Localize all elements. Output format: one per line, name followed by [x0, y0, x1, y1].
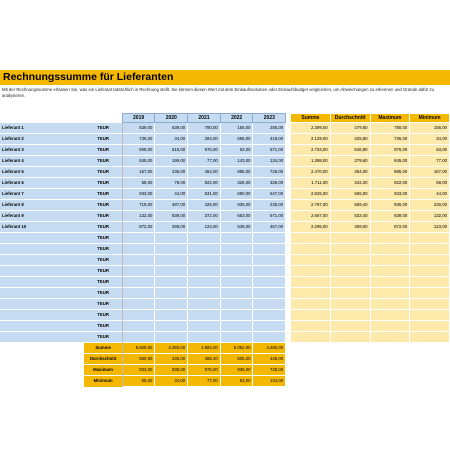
unit-cell[interactable]: TEUR: [84, 277, 122, 288]
supplier-name-cell[interactable]: Lieferant 7: [0, 189, 84, 200]
stat-cell[interactable]: 167,00: [410, 167, 450, 178]
value-cell[interactable]: [253, 277, 286, 288]
unit-cell[interactable]: TEUR: [84, 244, 122, 255]
value-cell[interactable]: [253, 310, 286, 321]
summary-value-cell[interactable]: 728,00: [253, 365, 286, 376]
value-cell[interactable]: 132,00: [122, 211, 155, 222]
value-cell[interactable]: 328,00: [253, 178, 286, 189]
value-cell[interactable]: [253, 288, 286, 299]
summary-label[interactable]: Minimum: [84, 376, 122, 387]
summary-row: [0, 376, 450, 387]
supplier-name-cell[interactable]: [0, 266, 84, 277]
value-cell[interactable]: 608,00: [122, 145, 155, 156]
stat-header[interactable]: Minimum: [410, 114, 450, 123]
stat-cell[interactable]: [370, 255, 410, 266]
stat-cell[interactable]: [291, 244, 331, 255]
stat-cell[interactable]: [410, 310, 450, 321]
stat-cell[interactable]: 845,00: [370, 156, 410, 167]
value-cell[interactable]: 325,00: [220, 178, 253, 189]
value-cell[interactable]: [253, 299, 286, 310]
stat-cell[interactable]: [330, 321, 370, 332]
value-cell[interactable]: 467,00: [253, 222, 286, 233]
summary-row: [0, 343, 450, 354]
summary-value-cell[interactable]: 936,00: [220, 365, 253, 376]
value-cell[interactable]: 63,00: [220, 145, 253, 156]
header-blank: [0, 114, 84, 123]
stat-cell[interactable]: 2.734,00: [291, 145, 331, 156]
stat-cell[interactable]: 1.711,00: [291, 178, 331, 189]
value-cell[interactable]: 167,00: [122, 167, 155, 178]
summary-value-cell[interactable]: 839,00: [155, 365, 188, 376]
value-cell[interactable]: [122, 255, 155, 266]
value-cell[interactable]: 845,00: [122, 156, 155, 167]
stat-cell[interactable]: 58,00: [410, 178, 450, 189]
value-cell[interactable]: 425,00: [188, 200, 221, 211]
empty-row: [0, 244, 450, 255]
year-header[interactable]: 2021: [188, 114, 221, 123]
value-cell[interactable]: [253, 233, 286, 244]
empty-row: [0, 255, 450, 266]
unit-cell[interactable]: TEUR: [84, 156, 122, 167]
summary-value-cell[interactable]: 488,40: [188, 354, 221, 365]
stat-cell[interactable]: [410, 321, 450, 332]
value-cell[interactable]: 288,00: [155, 222, 188, 233]
unit-cell[interactable]: TEUR: [84, 167, 122, 178]
value-cell[interactable]: 419,00: [253, 134, 286, 145]
summary-blank: [0, 376, 84, 387]
stat-cell[interactable]: [410, 288, 450, 299]
stat-cell[interactable]: 479,80: [330, 123, 370, 134]
value-cell[interactable]: 571,00: [253, 145, 286, 156]
unit-cell[interactable]: TEUR: [84, 299, 122, 310]
value-cell[interactable]: [220, 288, 253, 299]
unit-cell[interactable]: TEUR: [84, 211, 122, 222]
stat-cell[interactable]: [370, 299, 410, 310]
value-cell[interactable]: [188, 277, 221, 288]
stat-cell[interactable]: [330, 299, 370, 310]
value-cell[interactable]: 34,00: [155, 134, 188, 145]
stat-cell[interactable]: 885,00: [370, 167, 410, 178]
value-cell[interactable]: [155, 310, 188, 321]
sheet-title: Rechnungssumme für Lieferanten: [0, 70, 450, 85]
table-row: [0, 189, 450, 200]
value-cell[interactable]: 719,00: [122, 200, 155, 211]
stat-cell[interactable]: [370, 321, 410, 332]
value-cell[interactable]: [188, 310, 221, 321]
value-cell[interactable]: [220, 266, 253, 277]
summary-value-cell[interactable]: 4.884,00: [188, 343, 221, 354]
stat-cell[interactable]: [330, 266, 370, 277]
stat-cell[interactable]: 546,80: [330, 145, 370, 156]
value-cell[interactable]: [188, 299, 221, 310]
stat-cell[interactable]: 156,00: [410, 123, 450, 134]
table-row: [0, 178, 450, 189]
table-row: [0, 200, 450, 211]
value-cell[interactable]: [220, 321, 253, 332]
unit-cell[interactable]: TEUR: [84, 288, 122, 299]
unit-cell[interactable]: TEUR: [84, 266, 122, 277]
summary-value-cell[interactable]: 77,00: [188, 376, 221, 387]
value-cell[interactable]: 230,00: [253, 200, 286, 211]
value-cell[interactable]: 531,00: [188, 189, 221, 200]
value-cell[interactable]: [155, 233, 188, 244]
value-cell[interactable]: 284,00: [188, 134, 221, 145]
stat-cell[interactable]: [370, 288, 410, 299]
stat-cell[interactable]: 533,40: [330, 211, 370, 222]
value-cell[interactable]: [122, 288, 155, 299]
stat-cell[interactable]: 872,00: [370, 222, 410, 233]
summary-value-cell[interactable]: 58,00: [122, 376, 155, 387]
value-cell[interactable]: 545,00: [220, 222, 253, 233]
stat-cell[interactable]: [410, 244, 450, 255]
supplier-name-cell[interactable]: Lieferant 8: [0, 200, 84, 211]
value-cell[interactable]: 44,00: [155, 189, 188, 200]
stat-cell[interactable]: [330, 332, 370, 343]
value-cell[interactable]: [253, 332, 286, 343]
empty-row: [0, 288, 450, 299]
value-cell[interactable]: 690,00: [220, 189, 253, 200]
unit-cell[interactable]: TEUR: [84, 310, 122, 321]
stat-cell[interactable]: 2.667,00: [291, 211, 331, 222]
value-cell[interactable]: [220, 244, 253, 255]
summary-value-cell[interactable]: 933,00: [122, 365, 155, 376]
stat-cell[interactable]: 976,00: [370, 145, 410, 156]
stat-cell[interactable]: [370, 332, 410, 343]
empty-row: [0, 299, 450, 310]
header-blank: [84, 114, 122, 123]
stat-cell[interactable]: [410, 299, 450, 310]
stat-cell[interactable]: 132,00: [410, 211, 450, 222]
supplier-name-cell[interactable]: Lieferant 3: [0, 145, 84, 156]
stat-cell[interactable]: 2.399,00: [291, 123, 331, 134]
supplier-name-cell[interactable]: Lieferant 5: [0, 167, 84, 178]
stat-cell[interactable]: [330, 310, 370, 321]
summary-blank: [0, 365, 84, 376]
summary-row: [0, 365, 450, 376]
value-cell[interactable]: 372,00: [188, 211, 221, 222]
value-cell[interactable]: 728,00: [253, 167, 286, 178]
value-cell[interactable]: 872,00: [122, 222, 155, 233]
year-header[interactable]: 2023: [253, 114, 286, 123]
stat-cell[interactable]: 736,00: [370, 134, 410, 145]
stat-cell[interactable]: 2.470,00: [291, 167, 331, 178]
summary-value-cell[interactable]: 134,00: [253, 376, 286, 387]
unit-cell[interactable]: TEUR: [84, 332, 122, 343]
value-cell[interactable]: [155, 299, 188, 310]
stat-cell[interactable]: 780,00: [370, 123, 410, 134]
unit-cell[interactable]: TEUR: [84, 178, 122, 189]
stat-cell[interactable]: 425,80: [330, 134, 370, 145]
stat-cell[interactable]: 494,00: [330, 167, 370, 178]
summary-label[interactable]: Summe: [84, 343, 122, 354]
empty-row: [0, 310, 450, 321]
value-cell[interactable]: 736,00: [122, 134, 155, 145]
supplier-name-cell[interactable]: [0, 299, 84, 310]
spreadsheet: [0, 70, 450, 384]
value-cell[interactable]: 285,00: [253, 123, 286, 134]
value-cell[interactable]: [253, 255, 286, 266]
value-cell[interactable]: 77,00: [188, 156, 221, 167]
value-cell[interactable]: [220, 310, 253, 321]
unit-cell[interactable]: TEUR: [84, 255, 122, 266]
empty-row: [0, 277, 450, 288]
stat-cell[interactable]: [370, 310, 410, 321]
table-row: [0, 145, 450, 156]
stat-header[interactable]: Durchschnitt: [330, 114, 370, 123]
value-cell[interactable]: [253, 244, 286, 255]
supplier-name-cell[interactable]: [0, 288, 84, 299]
value-cell[interactable]: [220, 233, 253, 244]
value-cell[interactable]: 123,00: [188, 222, 221, 233]
stat-cell[interactable]: [410, 332, 450, 343]
stat-cell[interactable]: 1.398,00: [291, 156, 331, 167]
stat-cell[interactable]: [330, 233, 370, 244]
value-cell[interactable]: 639,00: [155, 123, 188, 134]
value-cell[interactable]: [253, 266, 286, 277]
stat-cell[interactable]: 77,00: [410, 156, 450, 167]
summary-value-cell[interactable]: 560,90: [122, 354, 155, 365]
value-cell[interactable]: [188, 266, 221, 277]
stat-cell[interactable]: [410, 255, 450, 266]
supplier-name-cell[interactable]: Lieferant 2: [0, 134, 84, 145]
stat-cell[interactable]: [410, 277, 450, 288]
value-cell[interactable]: 922,00: [188, 178, 221, 189]
stat-cell[interactable]: [370, 244, 410, 255]
value-cell[interactable]: 933,00: [122, 189, 155, 200]
summary-value-cell[interactable]: 336,00: [155, 354, 188, 365]
stat-cell[interactable]: 2.295,00: [291, 222, 331, 233]
value-cell[interactable]: 885,00: [220, 167, 253, 178]
stat-cell[interactable]: [291, 332, 331, 343]
value-cell[interactable]: [122, 266, 155, 277]
stat-cell[interactable]: [370, 277, 410, 288]
supplier-name-cell[interactable]: [0, 233, 84, 244]
empty-row: [0, 321, 450, 332]
stat-cell[interactable]: 123,00: [410, 222, 450, 233]
value-cell[interactable]: 539,00: [122, 123, 155, 134]
value-cell[interactable]: [188, 288, 221, 299]
stat-cell[interactable]: [291, 321, 331, 332]
stat-cell[interactable]: [291, 255, 331, 266]
unit-cell[interactable]: TEUR: [84, 200, 122, 211]
value-cell[interactable]: 656,00: [220, 134, 253, 145]
stat-cell[interactable]: 839,00: [370, 211, 410, 222]
stat-cell[interactable]: 459,00: [330, 222, 370, 233]
supplier-name-cell[interactable]: Lieferant 1: [0, 123, 84, 134]
stat-cell[interactable]: 559,40: [330, 200, 370, 211]
value-cell[interactable]: [188, 332, 221, 343]
stat-cell[interactable]: 2.825,00: [291, 189, 331, 200]
value-cell[interactable]: [122, 299, 155, 310]
stat-cell[interactable]: 230,00: [410, 200, 450, 211]
stat-cell[interactable]: [291, 288, 331, 299]
value-cell[interactable]: [220, 332, 253, 343]
unit-cell[interactable]: TEUR: [84, 134, 122, 145]
value-cell[interactable]: [220, 255, 253, 266]
value-cell[interactable]: 976,00: [188, 145, 221, 156]
value-cell[interactable]: [122, 310, 155, 321]
value-cell[interactable]: 454,00: [188, 167, 221, 178]
value-cell[interactable]: [122, 321, 155, 332]
unit-cell[interactable]: TEUR: [84, 321, 122, 332]
supplier-name-cell[interactable]: [0, 244, 84, 255]
stat-cell[interactable]: 936,00: [370, 200, 410, 211]
stat-cell[interactable]: [291, 233, 331, 244]
stat-cell[interactable]: 922,00: [370, 178, 410, 189]
table-row: [0, 134, 450, 145]
value-cell[interactable]: [122, 233, 155, 244]
summary-value-cell[interactable]: 34,00: [155, 376, 188, 387]
stat-header[interactable]: Summe: [291, 114, 331, 123]
value-cell[interactable]: 156,00: [220, 123, 253, 134]
value-cell[interactable]: [155, 255, 188, 266]
table-row: [0, 167, 450, 178]
value-cell[interactable]: [253, 321, 286, 332]
value-cell[interactable]: [155, 277, 188, 288]
unit-cell[interactable]: TEUR: [84, 189, 122, 200]
summary-blank: [0, 354, 84, 365]
value-cell[interactable]: [188, 255, 221, 266]
stat-cell[interactable]: 565,00: [330, 189, 370, 200]
unit-cell[interactable]: TEUR: [84, 123, 122, 134]
summary-value-cell[interactable]: 3.360,00: [155, 343, 188, 354]
unit-cell[interactable]: TEUR: [84, 145, 122, 156]
value-cell[interactable]: [188, 321, 221, 332]
table-row: [0, 123, 450, 134]
stat-cell[interactable]: [330, 277, 370, 288]
stat-cell[interactable]: 342,20: [330, 178, 370, 189]
summary-value-cell[interactable]: 4.480,00: [253, 343, 286, 354]
unit-cell[interactable]: TEUR: [84, 222, 122, 233]
summary-value-cell[interactable]: 976,00: [188, 365, 221, 376]
summary-label[interactable]: Maximum: [84, 365, 122, 376]
stat-cell[interactable]: [291, 299, 331, 310]
value-cell[interactable]: 516,00: [155, 145, 188, 156]
summary-row: [0, 354, 450, 365]
sheet-description: Mit der Rechnungssumme erfassen Sie, was ein Lieferant tatsächlich in Rechnung stellt. Sie können diesen Wert mit dem Einkaufsvolumen oder Einkaufsbudget vergleichen, um Abweichungen zu erkennen und Gründe dafür zu analysieren.: [2, 87, 435, 98]
table-row: [0, 211, 450, 222]
empty-row: [0, 266, 450, 277]
stat-cell[interactable]: [291, 277, 331, 288]
summary-value-cell[interactable]: 505,20: [220, 354, 253, 365]
table-row: [0, 156, 450, 167]
value-cell[interactable]: 78,00: [155, 178, 188, 189]
summary-value-cell[interactable]: 63,00: [220, 376, 253, 387]
stat-cell[interactable]: 63,00: [410, 145, 450, 156]
value-cell[interactable]: [155, 244, 188, 255]
summary-blank: [0, 343, 84, 354]
header-row: [0, 114, 450, 123]
stat-cell[interactable]: 2.797,00: [291, 200, 331, 211]
value-cell[interactable]: 236,00: [155, 167, 188, 178]
value-cell[interactable]: [155, 288, 188, 299]
value-cell[interactable]: [122, 244, 155, 255]
year-header[interactable]: 2022: [220, 114, 253, 123]
empty-row: [0, 233, 450, 244]
supplier-name-cell[interactable]: [0, 277, 84, 288]
summary-value-cell[interactable]: 5.609,00: [122, 343, 155, 354]
value-cell[interactable]: [155, 321, 188, 332]
value-cell[interactable]: [220, 277, 253, 288]
stat-cell[interactable]: [370, 266, 410, 277]
stat-cell[interactable]: 44,00: [410, 189, 450, 200]
stat-cell[interactable]: 34,00: [410, 134, 450, 145]
value-cell[interactable]: 134,00: [253, 156, 286, 167]
value-cell[interactable]: [188, 244, 221, 255]
supplier-name-cell[interactable]: Lieferant 9: [0, 211, 84, 222]
stat-cell[interactable]: 279,60: [330, 156, 370, 167]
value-cell[interactable]: [155, 332, 188, 343]
value-cell[interactable]: [122, 332, 155, 343]
stat-cell[interactable]: [330, 244, 370, 255]
value-cell[interactable]: 780,00: [188, 123, 221, 134]
supplier-name-cell[interactable]: Lieferant 4: [0, 156, 84, 167]
stat-cell[interactable]: [291, 310, 331, 321]
supplier-name-cell[interactable]: Lieferant 6: [0, 178, 84, 189]
summary-label[interactable]: Durchschnitt: [84, 354, 122, 365]
summary-value-cell[interactable]: 5.052,00: [220, 343, 253, 354]
table-row: [0, 222, 450, 233]
value-cell[interactable]: 487,00: [155, 200, 188, 211]
empty-row: [0, 332, 450, 343]
value-cell[interactable]: 58,00: [122, 178, 155, 189]
invoice-table: [0, 113, 450, 387]
supplier-name-cell[interactable]: [0, 255, 84, 266]
value-cell[interactable]: 936,00: [220, 200, 253, 211]
value-cell[interactable]: 671,00: [253, 211, 286, 222]
unit-cell[interactable]: TEUR: [84, 233, 122, 244]
year-header[interactable]: 2019: [122, 114, 155, 123]
value-cell[interactable]: [155, 266, 188, 277]
stat-cell[interactable]: [291, 266, 331, 277]
supplier-name-cell[interactable]: Lieferant 10: [0, 222, 84, 233]
supplier-name-cell[interactable]: [0, 321, 84, 332]
stat-cell[interactable]: [410, 233, 450, 244]
year-header[interactable]: 2020: [155, 114, 188, 123]
supplier-name-cell[interactable]: [0, 332, 84, 343]
stat-cell[interactable]: [370, 233, 410, 244]
stat-cell[interactable]: 933,00: [370, 189, 410, 200]
value-cell[interactable]: [188, 233, 221, 244]
supplier-name-cell[interactable]: [0, 310, 84, 321]
value-cell[interactable]: [122, 277, 155, 288]
stat-cell[interactable]: 2.129,00: [291, 134, 331, 145]
value-cell[interactable]: 839,00: [155, 211, 188, 222]
value-cell[interactable]: 653,00: [220, 211, 253, 222]
stat-header[interactable]: Maximum: [370, 114, 410, 123]
summary-value-cell[interactable]: 448,00: [253, 354, 286, 365]
stat-cell[interactable]: [330, 255, 370, 266]
value-cell[interactable]: 143,00: [220, 156, 253, 167]
value-cell[interactable]: 199,00: [155, 156, 188, 167]
stat-cell[interactable]: [330, 288, 370, 299]
stat-cell[interactable]: [410, 266, 450, 277]
value-cell[interactable]: 647,00: [253, 189, 286, 200]
value-cell[interactable]: [220, 299, 253, 310]
